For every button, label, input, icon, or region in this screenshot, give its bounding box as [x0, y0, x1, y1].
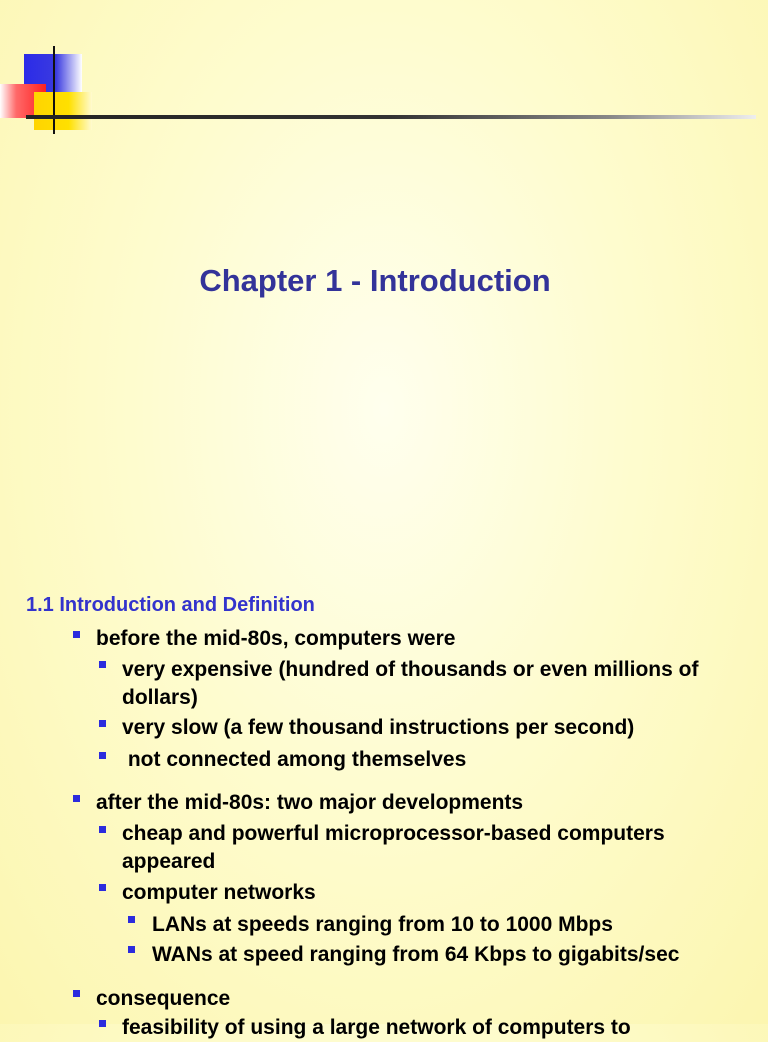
list-item: before the mid-80s, computers were: [96, 627, 456, 650]
bullet-icon: [99, 884, 106, 891]
list-item: WANs at speed ranging from 64 Kbps to gigabits/sec: [152, 943, 680, 966]
bullet-icon: [99, 661, 106, 668]
bullet-icon: [99, 826, 106, 833]
title-decoration: [0, 0, 768, 140]
horizontal-rule: [26, 115, 756, 119]
list-item: feasibility of using a large network of computers to: [122, 1016, 631, 1039]
list-item: very expensive (hundred of thousands or even millions of dollars): [122, 658, 699, 709]
bullet-icon: [128, 946, 135, 953]
list-item: not connected among themselves: [122, 748, 467, 771]
yellow-square-decoration: [34, 92, 92, 130]
bullet-icon: [73, 795, 80, 802]
section-heading: 1.1 Introduction and Definition: [26, 594, 315, 616]
bullet-icon: [99, 1020, 106, 1027]
list-item: after the mid-80s: two major developments: [96, 791, 524, 814]
bullet-icon: [128, 916, 135, 923]
bullet-icon: [99, 752, 106, 759]
list-item: consequence: [96, 987, 231, 1010]
bullet-icon: [73, 631, 80, 638]
bullet-icon: [99, 720, 106, 727]
list-item: LANs at speeds ranging from 10 to 1000 Mbps: [152, 913, 613, 936]
bullet-icon: [73, 990, 80, 997]
vertical-rule: [53, 46, 55, 134]
list-item: very slow (a few thousand instructions per second): [122, 716, 635, 739]
slide-title: Chapter 1 - Introduction: [199, 263, 551, 298]
list-item: cheap and powerful microprocessor-based computers appeared: [122, 822, 665, 873]
list-item: computer networks: [122, 881, 316, 904]
